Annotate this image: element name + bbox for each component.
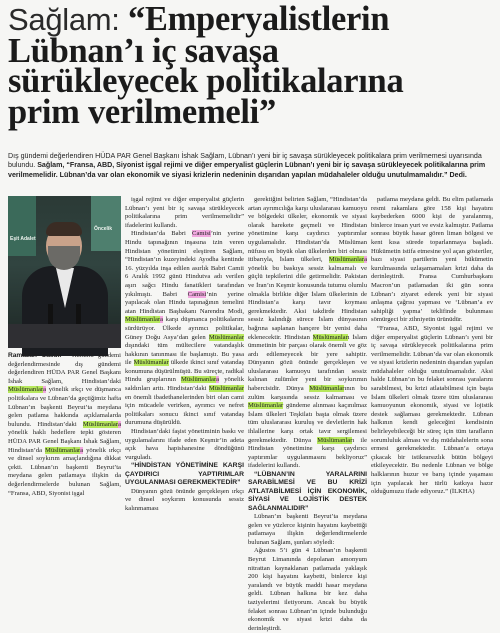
col2-paragraph-2: Hindistan’da Babri Camisi’nin yerine Hindu tapınağının inşasına izin veren Hindistan yönetimini eleştiren Sağlam, “Hindistan’ın kuzeyindeki Ayodha kentinde 16. yüzyılda inşa edilen asırlık Babri Camii 6 Aralık 1992 günü Hindutva adı verilen aşırı sağcı Hindu fanatikleri tarafından yıkılmıştı. Babri Camisi’nin yerine yapılacak olan Hindu tapınağının temelini atan Hindistan Başbakanı Narendra Modi, Müslümanlara karşı düşmanca politikalarını sürdürüyor. Ülkede ayrımcı politikalar, Güney Doğu Asya’dan gelen Müslümanlar dışındaki tüm mültecilere vatandaşlık hakkının tanınması ile başlamıştı. Bu yasa ile Müslümanlar ülkede ikinci sınıf vatandaş konumuna düşürülmüştü. Bu süreçte, radikal Hindu gruplarının Müslümanlara yönelik saldırıları arttı. Hindistan’daki Müslümanlar en önemli ibadethanelerinden biri olan cami için mücadele verirken, ayrımcı ve nefret politikaları sonucu ikinci sınıf vatandaş durumuna düşürüldü. xyxy=(125,230,244,427)
highlight-mark: Müslümanlara xyxy=(82,420,121,428)
headline-speaker: Sağlam: xyxy=(8,2,120,37)
highlight-mark: Müslümanlara xyxy=(8,386,47,394)
article-column-2 xyxy=(125,196,244,513)
col2-paragraph-3: Hindistan’daki faşist yönetiminin baskı ve uygulamalarını ifade eden Keşmir’in adeta açık hava hapishanesine döndüğünü vurguladı. xyxy=(125,428,244,461)
headline-line-3: sürükleyecek politikalarına xyxy=(8,62,404,100)
speaker-photo xyxy=(8,196,121,348)
col3-paragraph-3: Ağustos 5’i gün 4 Lübnan’ın başkenti Beyrut Limanında depolanan amonyum nitrattan kaynaklanan patlamada yaklaşık 200 kişi hayatını kaybetti, binlerce kişi yaralandı ve büyük maddi hasar meydana geldi. Lübnan halkına bir kez daha taziyelerimi iletiyorum. Ancak bu büyük felaket sonrası Lübnan’ın içinde bulunduğu ekonomik ve siyasi krizi daha da derinleştirdi. xyxy=(248,547,367,632)
highlight-mark: Müslümanlara xyxy=(181,376,220,384)
highlight-mark: Müslümanlar xyxy=(328,256,365,264)
deck-quote: Sağlam, “Fransa, ABD, Siyonist işgal rejimi ve diğer emperyalist güçlerin Lübnan’ı yeni bir iç savaşa sürükleyecek politikalarına prim verilmemelidir. Lübnan’da var olan ekonomik ve siyasi krizlerin nedeninin dışarıdan yapılan müdahaleler olduğu unutulmamalıdır.” Dedi. xyxy=(8,161,486,179)
highlight-mark: Camisi xyxy=(192,230,211,238)
highlight-mark: Müslümanlara xyxy=(125,316,164,324)
col2-paragraph-1: işgal rejimi ve diğer emperyalist güçlerin Lübnan’ı yeni bir iç savaşa sürükleyecek politikalarına prim verilmemelidir” ifadelerini kullandı. xyxy=(125,196,244,229)
photo-banner-right-text: Öncelik xyxy=(94,226,113,232)
highlight-mark: Müslümanlara xyxy=(328,256,367,264)
highlight-mark: Müslümanlar xyxy=(248,402,284,410)
highlight-mark: Müslümanlar xyxy=(208,333,244,341)
byline-body: - Haftalık gündemi değerlendirmesinde dış gündemi değerlendiren HÜDA PAR Genel Başkanı İshak Sağlam, Hindistan’daki Müslümanlara yönelik ırkçı ve düşmanca politikalara ve Lübnan’da geçtiğimiz hafta Lübnan’ın başkenti Beyrut’ta meydana gelen patlama hakkında açıklamalarda bulundu. Hindistan’daki Müslümanlara yönelik haklı hedeflere tepki gösteren HÜDA PAR Genel Başkanı İshak Sağlam, Hindistan’da Müslümanlara yönelik ırkçı ve dinsel soykırım amaçlandığına dikkat çekti. Lübnan’ın başkenti Beyrut’ta meydana gelen patlamaya ilişkin da değerlendirmelerde bulunan Sağlam, “Fransa, ABD, Siyonist işgal xyxy=(8,352,121,497)
photo-lectern xyxy=(8,324,121,348)
highlight-mark: Müslümanlar xyxy=(8,386,44,394)
highlight-mark: Müslümanlar xyxy=(45,446,81,454)
photo-banner-right xyxy=(91,196,121,251)
highlight-mark: Müslümanlar xyxy=(309,385,345,393)
highlight-mark: Müslümanlara xyxy=(45,446,84,454)
col3-subheading: “LÜBNAN’IN YARALARINI SARABİLMESİ VE BU KRİZİ ATLATABİLMESİ İÇİN EKONOMİK, SİYASİ VE LOJİSTİK DESTEK SAĞLANMALIDIR” xyxy=(248,471,367,512)
col2-subheading: “HİNDİSTAN YÖNETİMİNE KARŞI ÇAYDIRICI YAPTIRIMLAR UYGULANMASI GEREKMEKTEDİR” xyxy=(125,462,244,487)
photo-banner-left-text: Eşit Adalet xyxy=(10,236,36,242)
headline-line-4: prim verilmemeli” xyxy=(8,92,276,131)
article-column-4 xyxy=(371,196,493,497)
headline-line-2: Lübnan’ı iç savaşa xyxy=(8,31,279,70)
highlight-mark: Müslümanlar xyxy=(317,436,353,444)
col3-paragraph-1: gerektiğini belirten Sağlam, “Hindistan’da artan ayrımcılığa karşı uluslararası kamuoyu ve bölgedeki ülkeler, ekonomik ve siyasi olarak harekete geçmeli ve Hindistan yönetimine karşı caydırıcı yaptırımlar uygulamalıdır. Hindistan’da Müslüman nüfusu en büyük olan ülkelerden biri olması itibarıyla, İslam ülkeleri, Müslümanlara yönelik bu baskıya sessiz kalmamalı ve güçlü tepkilerini dile getirmelidir. Pakistan ve İran’ın Keşmir konusunda tutumu olumlu olmakla birlikte diğer İslam ülkelerinin de Hindistan’a karşı tavır koyması gerekmektedir. Aksi takdirde Hindistan sessiz kalındığı sürece İslam dünyasının bağrına saplanan hançere bir yenisi daha eklenecektir. Hindistan Müslümanları İslam ümmetinin bir parçası olarak önemli ve göz ardı edilemeyecek bir yere sahiptir. Dünyanın gözü önünde gerçekleşen ve uluslararası kamuoyu tarafından sessiz kalınan zulümler yeni bir soykırımın habercisidir. Dünya Müslümanlarının bu zulüm karşısında sessiz kalmaması ve Müslümanlar gündeme alınması kaçınılmaz İslam ülkeleri Teşkilatı başta olmak üzere tüm uluslararası kuruluş ve devletlerin hak ihlallerine karşı ortak tavır sergilemesi gerekmektedir. Dünya Müslümanları ile Hindistan yönetimine karşı çaydırıcı yaptırımlar uygulanmasını bekliyoruz” ifadelerini kullandı. xyxy=(248,196,367,470)
highlight-mark: Müslümanlar xyxy=(312,333,348,341)
highlight-mark: Müslümanlar xyxy=(208,385,244,393)
highlight-mark: Camisi xyxy=(187,290,207,298)
col4-paragraph-2: “Fransa, ABD, Siyonist işgal rejimi ve diğer emperyalist güçlerin Lübnan’ı yeni bir iç savaşa sürükleyecek politikalarına prim verilmemelidir. Lübnan’da var olan ekonomik ve siyasi krizlerin nedeninin dışarıdan yapılan müdahaleler olduğu unutulmamalıdır. Aksi halde Lübnan’ın bu felaket sonrası yaralarını sarabilmesi, bu krizi atlatabilmesi için başta İslam ülkeleri olmak üzere tüm uluslararası kamuoyunun ekonomik, siyasi ve lojistik destek sağlaması gerekmektedir. Lübnan halkının kendi geleceğini kendisinin belirleyebileceği bir süreç için tüm tarafların sorumluluk alması ve dış müdahalelerin sona ermesi gerekmektedir. Lübnan’a ortaya çıkacak bir istikrarsızlık bütün bölgeyi etkileyecektir. Bu nedenle Lübnan ve bölge halklarının huzur ve barış içinde yaşaması için yapılacak her türlü katkıya hazır olduğumuzu ifade ediyoruz.” (İLKHA) xyxy=(371,324,493,496)
photo-banner-left xyxy=(8,196,36,256)
photo-figure-hair xyxy=(46,222,82,236)
highlight-mark: Müslümanlar xyxy=(125,316,161,324)
headline-line-1 xyxy=(8,0,496,38)
article-deck xyxy=(8,152,494,180)
deck-lead: Dış gündemi değerlendiren HÜDA PAR Genel Başkanı İshak Sağlam, Lübnan’ı yeni bir iç savaşa sürükleyecek politikalara prim verilmemesi uyarısında bulundu. xyxy=(8,152,482,170)
headline-quote-1: “Emperyalistlerin xyxy=(127,0,390,38)
byline-author: Ramazan Casuk xyxy=(8,352,62,359)
highlight-mark: Müslümanlar xyxy=(82,420,119,428)
highlight-mark: Müslümanlar xyxy=(181,376,217,384)
highlight-mark: Müslümanlar xyxy=(133,359,169,367)
col2-paragraph-4: Dünyanın gözü önünde gerçekleşen ırkçı ve dinsel soykırım konusunda sessiz kalınmaması xyxy=(125,487,244,512)
article-column-3 xyxy=(248,196,367,633)
col3-paragraph-2: Lübnan’ın başkenti Beyrut’ta meydana gelen ve yüzlerce kişinin hayatını kaybettiği patlamaya ilişkin değerlendirmelerde bulunan Sağlam, şunları söyledi: xyxy=(248,513,367,546)
byline-column xyxy=(8,352,121,498)
headline xyxy=(8,0,496,131)
col4-paragraph-1: patlama meydana geldi. Bu elim patlamada resmi rakamlara göre 158 kişi hayatını kaybederken 6000 kişi de yaralanmış, binlerce insan yurt ve evsiz kalmıştır. Patlama sonrası büyük hasar gören liman bölgesi ve kent kısa sürede toparlanmaya başladı. Hükümetin istifa etmesine yol açan gösteriler, bazı siyasi partilerin yeni hükümetin kurulmasında uzlaşamamaları krizi daha da derinleştirdi. Fransa Cumhurbaşkanı Macron’un patlamadan iki gün sonra Lübnan’ı ziyaret ederek yeni bir siyasi anlaşma çağrısı yapması ve ‘Lübnan’a ev sahipliği yapma’ teklifinde bulunması sömürgeci bir zihniyetin ürünüdür. xyxy=(371,196,493,324)
